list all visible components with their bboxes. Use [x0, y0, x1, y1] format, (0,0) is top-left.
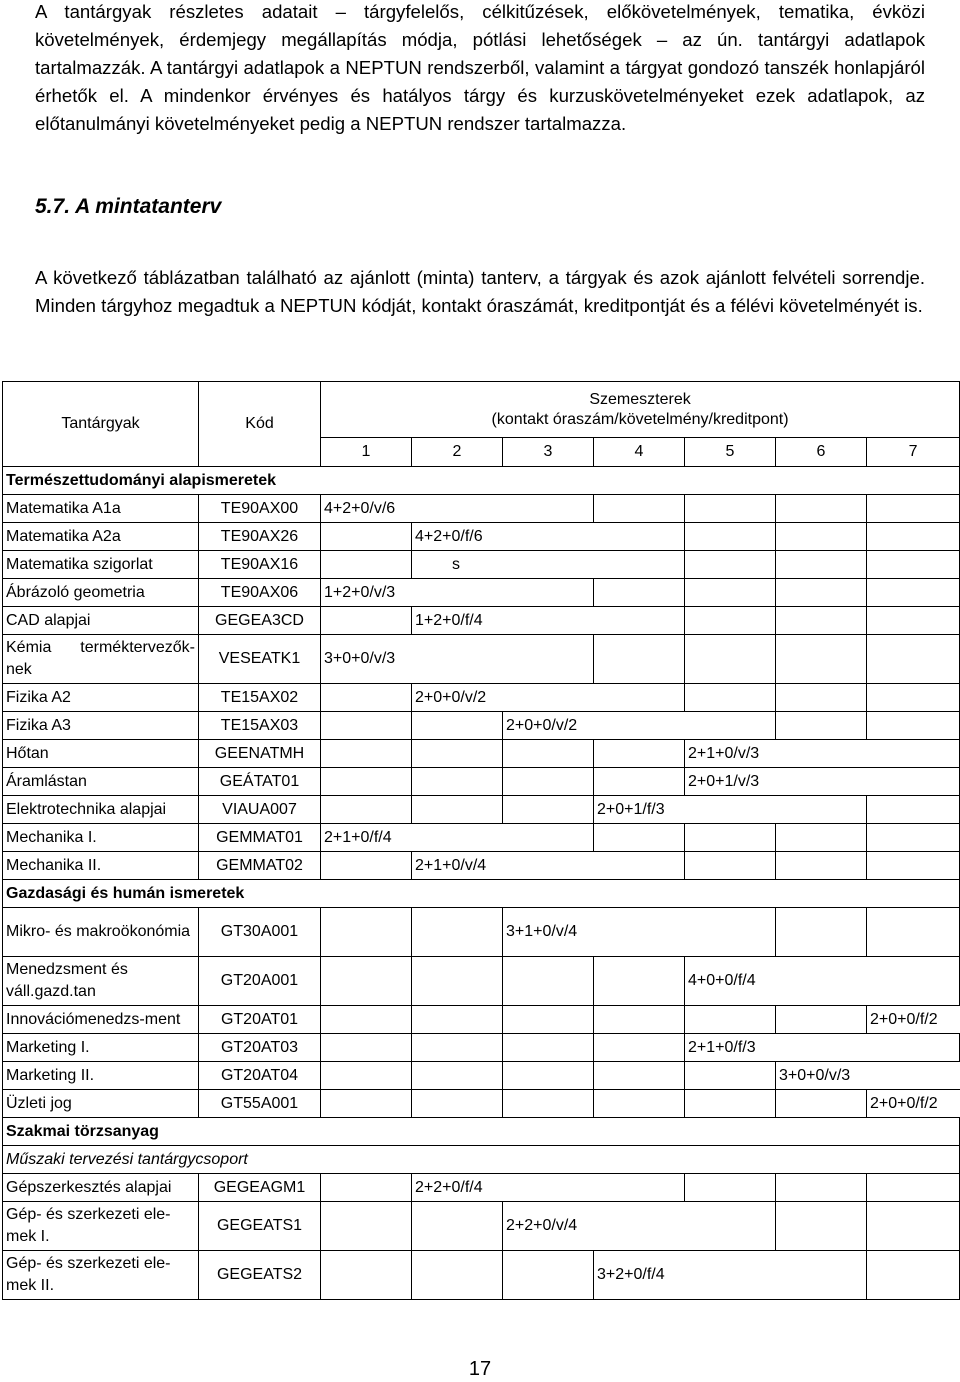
semester-value: 3+0+0/v/3	[776, 1062, 960, 1090]
semester-empty	[503, 1062, 594, 1090]
semester-value: 1+2+0/v/3	[321, 579, 503, 607]
semester-empty	[776, 1174, 867, 1202]
section-row	[3, 1118, 960, 1146]
subject-code: GEGEAGM1	[199, 1174, 321, 1202]
subject-code: GT30A001	[199, 908, 321, 957]
subject-code: TE90AX00	[199, 495, 321, 523]
subject-code: GT20AT03	[199, 1034, 321, 1062]
subject-code: TE90AX06	[199, 579, 321, 607]
semester-value: s	[412, 551, 594, 579]
semester-empty	[867, 1034, 960, 1062]
subject-code: GT20A001	[199, 957, 321, 1006]
semester-empty	[412, 768, 503, 796]
semester-empty	[776, 579, 867, 607]
table-row	[3, 1090, 960, 1118]
semester-empty	[321, 1090, 412, 1118]
semester-empty	[503, 740, 594, 768]
table-row	[3, 579, 960, 607]
table-row	[3, 768, 960, 796]
semester-empty	[867, 796, 960, 824]
semester-empty	[776, 635, 867, 684]
semester-number-4: 4	[594, 438, 685, 467]
semester-empty	[594, 684, 685, 712]
semester-empty	[867, 495, 960, 523]
semester-empty	[503, 824, 594, 852]
semester-empty	[867, 957, 960, 1006]
semester-empty	[776, 523, 867, 551]
section-row	[3, 467, 960, 495]
semester-empty	[594, 523, 685, 551]
semester-empty	[321, 1034, 412, 1062]
semester-empty	[321, 796, 412, 824]
curriculum-body	[3, 467, 960, 1300]
semester-empty	[685, 712, 776, 740]
table-row	[3, 908, 960, 957]
subject-name: Gépszerkesztés alapjai	[3, 1174, 199, 1202]
semester-empty	[776, 852, 867, 880]
semester-value: 2+1+0/v/3	[685, 740, 867, 768]
semester-empty	[412, 1202, 503, 1251]
table-row	[3, 824, 960, 852]
semester-empty	[321, 607, 412, 635]
semester-empty	[685, 1174, 776, 1202]
subject-code: GEMMAT01	[199, 824, 321, 852]
table-row	[3, 1034, 960, 1062]
semester-empty	[685, 1202, 776, 1251]
semester-empty	[321, 768, 412, 796]
code-header: Kód	[199, 382, 321, 467]
subject-code: TE90AX16	[199, 551, 321, 579]
semester-empty	[776, 712, 867, 740]
semester-value: 2+1+0/f/3	[685, 1034, 867, 1062]
table-row	[3, 852, 960, 880]
subject-name: Fizika A3	[3, 712, 199, 740]
semester-empty	[594, 768, 685, 796]
section-row	[3, 880, 960, 908]
semester-value: 2+1+0/f/4	[321, 824, 503, 852]
semester-empty	[685, 551, 776, 579]
subject-name: Elektrotechnika alapjai	[3, 796, 199, 824]
subject-code: GEMMAT02	[199, 852, 321, 880]
semester-empty	[503, 1251, 594, 1300]
semester-empty	[594, 824, 685, 852]
semester-empty	[867, 908, 960, 957]
semester-empty	[503, 579, 594, 607]
semester-empty	[321, 551, 412, 579]
subject-name: Innovációmenedzs-ment	[3, 1006, 199, 1034]
subject-name-text: Kémia terméktervezők-nek	[6, 639, 195, 678]
subject-name: Hőtan	[3, 740, 199, 768]
section-title: Szakmai törzsanyag	[3, 1118, 960, 1146]
semester-empty	[503, 768, 594, 796]
semester-empty	[867, 824, 960, 852]
semester-value: 2+0+0/f/2	[867, 1090, 960, 1118]
semester-empty	[867, 684, 960, 712]
semester-empty	[503, 1006, 594, 1034]
table-row	[3, 607, 960, 635]
semester-empty	[685, 495, 776, 523]
semester-empty	[867, 712, 960, 740]
table-row	[3, 796, 960, 824]
semester-empty	[412, 908, 503, 957]
subject-code: TE90AX26	[199, 523, 321, 551]
semester-empty	[685, 684, 776, 712]
semester-empty	[503, 1090, 594, 1118]
subject-name: Áramlástan	[3, 768, 199, 796]
semester-empty	[867, 579, 960, 607]
semester-empty	[776, 1251, 867, 1300]
subject-code: GT20AT01	[199, 1006, 321, 1034]
subject-code: GEGEATS2	[199, 1251, 321, 1300]
semester-empty	[321, 852, 412, 880]
semesters-header	[321, 382, 960, 438]
semester-empty	[776, 1006, 867, 1034]
semester-value: 2+0+0/v/2	[412, 684, 594, 712]
semester-empty	[776, 684, 867, 712]
semester-empty	[412, 740, 503, 768]
semester-empty	[776, 495, 867, 523]
semester-empty	[685, 1062, 776, 1090]
page-number: 17	[468, 1358, 492, 1380]
subject-name: Üzleti jog	[3, 1090, 199, 1118]
semester-empty	[594, 740, 685, 768]
semester-value: 2+2+0/f/4	[412, 1174, 594, 1202]
table-row	[3, 495, 960, 523]
semester-number-6: 6	[776, 438, 867, 467]
semester-empty	[776, 1202, 867, 1251]
curriculum-table	[2, 381, 960, 1300]
semester-empty	[321, 523, 412, 551]
semester-empty	[594, 579, 685, 607]
semester-empty	[867, 607, 960, 635]
semester-empty	[594, 957, 685, 1006]
subsection-title: Műszaki tervezési tantárgycsoport	[3, 1146, 960, 1174]
semester-empty	[685, 908, 776, 957]
semester-empty	[776, 824, 867, 852]
subject-name: Marketing I.	[3, 1034, 199, 1062]
subject-header: Tantárgyak	[3, 382, 199, 467]
subject-name: Ábrázoló geometria	[3, 579, 199, 607]
subject-name: CAD alapjai	[3, 607, 199, 635]
semester-value: 3+2+0/f/4	[594, 1251, 776, 1300]
table-row	[3, 1202, 960, 1251]
table-row	[3, 1174, 960, 1202]
table-row	[3, 1062, 960, 1090]
table-row	[3, 712, 960, 740]
semester-empty	[321, 1006, 412, 1034]
semester-empty	[594, 607, 685, 635]
subject-name: Marketing II.	[3, 1062, 199, 1090]
semester-empty	[594, 852, 685, 880]
semester-empty	[503, 957, 594, 1006]
subject-name	[3, 635, 199, 684]
subject-code: GEGEATS1	[199, 1202, 321, 1251]
subject-name: Matematika szigorlat	[3, 551, 199, 579]
subject-name: Mikro- és makroökonómia	[3, 908, 199, 957]
subject-code: TE15AX02	[199, 684, 321, 712]
semester-empty	[685, 579, 776, 607]
semester-empty	[321, 740, 412, 768]
semester-value: 4+2+0/f/6	[412, 523, 594, 551]
semester-empty	[685, 1090, 776, 1118]
subject-name: Gép- és szerkezeti ele-mek I.	[3, 1202, 199, 1251]
semester-empty	[321, 712, 412, 740]
semester-empty	[321, 1202, 412, 1251]
semester-value: 4+0+0/f/4	[685, 957, 867, 1006]
semester-empty	[594, 495, 685, 523]
semester-number-7: 7	[867, 438, 960, 467]
semester-empty	[867, 1174, 960, 1202]
semester-empty	[594, 1090, 685, 1118]
semester-empty	[503, 495, 594, 523]
subject-code: GEENATMH	[199, 740, 321, 768]
semester-empty	[321, 1251, 412, 1300]
subject-code: VESEATK1	[199, 635, 321, 684]
table-row	[3, 740, 960, 768]
subject-code: VIAUA007	[199, 796, 321, 824]
semester-empty	[321, 957, 412, 1006]
table-row	[3, 635, 960, 684]
semester-empty	[594, 551, 685, 579]
semester-empty	[412, 957, 503, 1006]
table-row	[3, 1006, 960, 1034]
semester-empty	[776, 796, 867, 824]
semester-empty	[776, 551, 867, 579]
semester-empty	[867, 551, 960, 579]
semester-empty	[594, 635, 685, 684]
subject-name: Mechanika I.	[3, 824, 199, 852]
semester-value: 2+1+0/v/4	[412, 852, 594, 880]
semester-empty	[594, 1062, 685, 1090]
semester-empty	[685, 607, 776, 635]
semester-empty	[685, 824, 776, 852]
semester-value: 2+0+1/v/3	[685, 768, 867, 796]
semester-empty	[594, 1034, 685, 1062]
semester-empty	[412, 1090, 503, 1118]
semester-empty	[867, 768, 960, 796]
semester-empty	[594, 1006, 685, 1034]
semesters-subtitle: (kontakt óraszám/követelmény/kreditpont)	[491, 410, 789, 428]
subject-name: Matematika A1a	[3, 495, 199, 523]
semester-empty	[685, 852, 776, 880]
semester-empty	[503, 635, 594, 684]
semester-empty	[867, 635, 960, 684]
semesters-title: Szemeszterek	[589, 390, 691, 408]
subject-name: Mechanika II.	[3, 852, 199, 880]
semester-empty	[594, 1174, 685, 1202]
semester-value: 3+0+0/v/3	[321, 635, 503, 684]
semester-value: 2+2+0/v/4	[503, 1202, 685, 1251]
semester-number-1: 1	[321, 438, 412, 467]
subsection-row	[3, 1146, 960, 1174]
semester-number-2: 2	[412, 438, 503, 467]
section-heading: 5.7. A mintatanterv	[35, 195, 222, 218]
semester-empty	[321, 684, 412, 712]
semester-empty	[412, 712, 503, 740]
semester-value: 3+1+0/v/4	[503, 908, 685, 957]
semester-empty	[412, 1062, 503, 1090]
semester-empty	[321, 1174, 412, 1202]
subject-name: Gép- és szerkezeti ele-mek II.	[3, 1251, 199, 1300]
semester-empty	[685, 1006, 776, 1034]
semester-value: 2+0+0/v/2	[503, 712, 685, 740]
semester-number-3: 3	[503, 438, 594, 467]
table-row	[3, 1251, 960, 1300]
section-title: Természettudományi alapismeretek	[3, 467, 960, 495]
subject-code: GT20AT04	[199, 1062, 321, 1090]
table-row	[3, 957, 960, 1006]
subject-code: GEGEA3CD	[199, 607, 321, 635]
subject-name: Matematika A2a	[3, 523, 199, 551]
semester-empty	[776, 1090, 867, 1118]
semester-empty	[321, 1062, 412, 1090]
semester-empty	[867, 1202, 960, 1251]
section-title: Gazdasági és humán ismeretek	[3, 880, 960, 908]
semester-empty	[503, 796, 594, 824]
semester-empty	[776, 908, 867, 957]
semester-empty	[685, 635, 776, 684]
intro-paragraph-2: A következő táblázatban található az ajánlott (minta) tanterv, a tárgyak és azok ajánlott felvételi sorrendje. Minden tárgyhoz megadtuk a NEPTUN kódját, kontakt óraszámát, kreditpontját és a félévi követelményét is.	[35, 267, 925, 316]
semester-empty	[503, 1034, 594, 1062]
semester-empty	[321, 908, 412, 957]
table-row	[3, 684, 960, 712]
intro-paragraph-1: A tantárgyak részletes adatait – tárgyfelelős, célkitűzések, előkövetelmények, tematika, évközi követelmények, érdemjegy megállapítás módja, pótlási lehetőségek – az ún. tantárgyi adatlapok tartalmazzák. A tantárgyi adatlapok a NEPTUN rendszerből, valamint a tárgyat gondozó tanszék honlapjáról érhetők el. A mindenkor érvényes és hatályos tárgy és kurzuskövetelményeket ezek adatlapok, az előtanulmányi követelményeket pedig a NEPTUN rendszer tartalmazza.	[35, 1, 925, 134]
semester-empty	[776, 607, 867, 635]
table-row	[3, 551, 960, 579]
semester-empty	[685, 523, 776, 551]
table-row	[3, 523, 960, 551]
semester-value: 4+2+0/v/6	[321, 495, 503, 523]
subject-code: GEÁTAT01	[199, 768, 321, 796]
semester-empty	[867, 740, 960, 768]
semester-value: 2+0+1/f/3	[594, 796, 776, 824]
subject-code: TE15AX03	[199, 712, 321, 740]
semester-value: 1+2+0/f/4	[412, 607, 594, 635]
semester-empty	[412, 1006, 503, 1034]
semester-empty	[412, 1034, 503, 1062]
semester-number-5: 5	[685, 438, 776, 467]
semester-empty	[867, 852, 960, 880]
semester-empty	[867, 523, 960, 551]
semester-empty	[412, 796, 503, 824]
subject-name: Menedzsment és váll.gazd.tan	[3, 957, 199, 1006]
semester-value: 2+0+0/f/2	[867, 1006, 960, 1034]
subject-code: GT55A001	[199, 1090, 321, 1118]
semester-empty	[412, 1251, 503, 1300]
semester-empty	[867, 1251, 960, 1300]
subject-name: Fizika A2	[3, 684, 199, 712]
